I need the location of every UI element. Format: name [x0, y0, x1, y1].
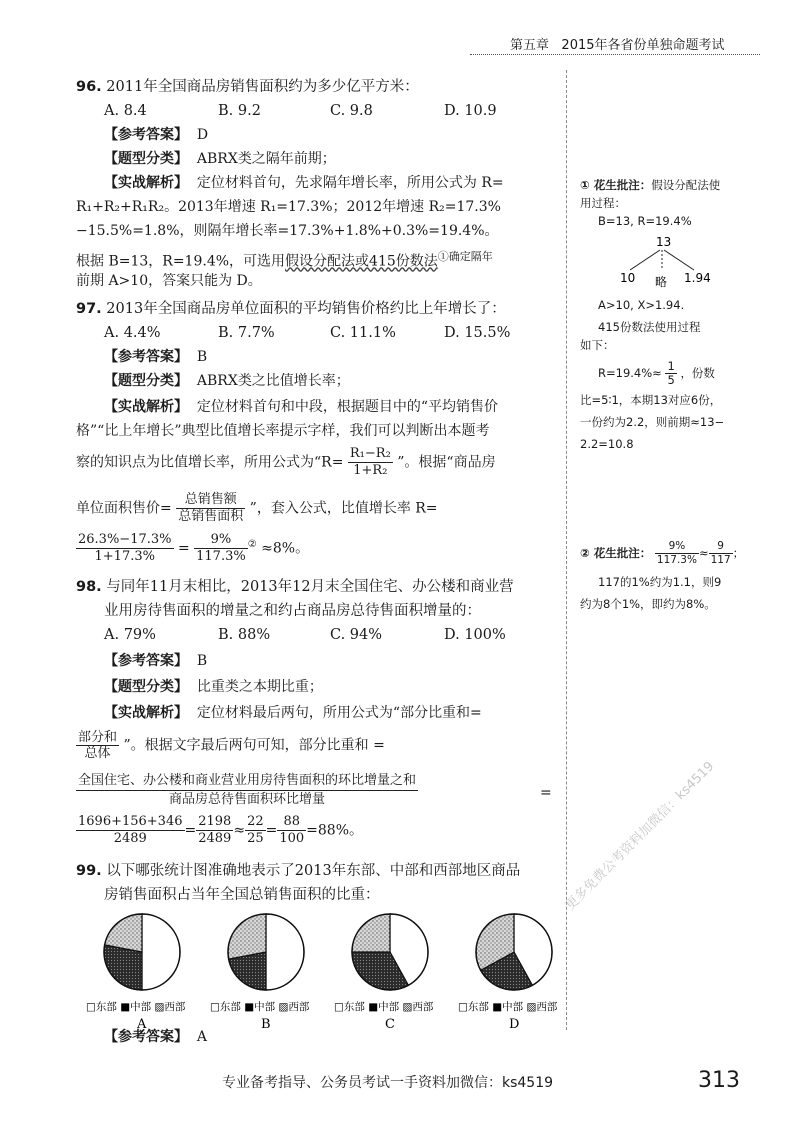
question-97 [76, 298, 506, 320]
analysis-98-equals: = [540, 785, 552, 801]
option-d: D. 100% [444, 627, 506, 643]
pie-slice-a-东部 [142, 914, 180, 990]
analysis-tag: 【实战解析】 [104, 399, 188, 415]
sidenote-title: ① 花生批注： [580, 178, 652, 192]
tree-branch-left [630, 250, 660, 270]
question-98 [76, 576, 514, 598]
fraction-denominator: 2489 [198, 831, 232, 846]
analysis-98-l3 [76, 772, 418, 809]
option-c: C. 11.1% [330, 325, 396, 341]
option-d: D. 15.5% [444, 325, 511, 341]
share-fraction [76, 730, 119, 761]
analysis-text: ≈8%。 [261, 540, 310, 557]
ratio-formula-fraction [348, 446, 393, 479]
footer-text: 专业备考指导、公务员考试一手资料加微信：ks4519 [222, 1075, 554, 1091]
question-number: 98. [76, 579, 102, 595]
question-number: 96. [76, 79, 102, 95]
sidenote-2 [580, 540, 780, 613]
answer-value: B [196, 653, 208, 669]
analysis-text: 定位材料首句和中段，根据题目中的“平均销售价 [196, 399, 499, 415]
analysis-97-l2: 格”“比上年增长”典型比值增长率提示字样，我们可以判断出本题考 [76, 423, 490, 439]
calc-fraction-1 [76, 814, 185, 847]
sidenote-ratio [598, 360, 780, 387]
analysis-text: 定位材料最后两句，所用公式为“部分比重和= [196, 705, 482, 721]
answer-tag: 【参考答案】 [104, 1029, 188, 1045]
pie-chart-a [86, 914, 186, 1032]
calc-fraction-2 [196, 814, 233, 847]
pie-slice-a-中部 [104, 945, 142, 990]
type-97 [104, 370, 350, 392]
sidenote-text: 如下： [580, 338, 615, 352]
fraction-numerator: 2198 [198, 814, 232, 829]
answer-value: A [196, 1029, 208, 1045]
pie-label: A [137, 1017, 147, 1032]
watermark: 更多免费公考资料加微信：ks4519 [562, 759, 718, 914]
sidenote-text: B=13, R=19.4% [598, 214, 692, 228]
analysis-text: 单位面积售价= [76, 500, 172, 517]
question-stem-line1: 与同年11月末相比，2013年12月末全国住宅、办公楼和商业营 [106, 579, 514, 595]
header-rule [470, 54, 760, 55]
analysis-96-l3: −15.5%=1.8%，则隔年增长率=17.3%+1.8%+0.3%=19.4%。 [76, 223, 499, 239]
pie-slice-b-东部 [266, 914, 304, 990]
analysis-text: =88%。 [306, 822, 364, 839]
sidenote-text: ； [732, 546, 745, 560]
chapter-label: 第五章 [510, 38, 550, 53]
answer-tag: 【参考答案】 [104, 653, 188, 669]
fraction-denominator: 1+17.3% [94, 549, 155, 564]
fraction-numerator: 1 [667, 359, 675, 373]
type-tag: 【题型分类】 [104, 151, 188, 167]
margin-divider [566, 70, 567, 1030]
equals-sign: = [265, 822, 278, 839]
sidenote-1 [580, 176, 780, 230]
sidenote-text: 117的1%约为1.1，则9 [598, 575, 722, 589]
question-99 [76, 860, 520, 882]
growth-fraction [76, 532, 174, 565]
approx-sign: ≈ [698, 546, 709, 560]
question-96 [76, 76, 419, 98]
sidenote-text: ，份数 [680, 366, 715, 380]
type-value: 比重类之本期比重； [196, 679, 323, 695]
sidenote-text: R=19.4%≈ [598, 366, 662, 380]
type-value: ABRX类之隔年前期； [196, 151, 336, 167]
fraction-numerator: 9% [194, 532, 248, 549]
analysis-96-l1 [104, 172, 504, 194]
option-c: C. 94% [330, 627, 383, 643]
tree-left: 10 [620, 271, 636, 285]
equals-sign: = [184, 822, 197, 839]
approx-sign: ≈ [233, 822, 246, 839]
sidenote-title: ② 花生批注： [580, 546, 652, 560]
note-fraction-1 [655, 540, 699, 567]
distribution-tree-diagram [610, 234, 720, 294]
footnote-ref: ② [247, 538, 257, 550]
fraction-numerator: 总销售额 [176, 492, 245, 509]
type-tag: 【题型分类】 [104, 679, 188, 695]
fraction-denominator: 5 [667, 373, 675, 387]
type-98 [104, 676, 323, 698]
price-fraction [176, 492, 245, 525]
question-99-line2: 房销售面积占当年全国总销售面积的比重： [104, 887, 380, 903]
fraction-denominator: 117 [710, 554, 731, 566]
analysis-98-l2 [76, 730, 385, 761]
question-98-line2: 业用房待售面积的增量之和约占商品房总待售面积增量的： [104, 603, 481, 619]
analysis-text: ”。根据“商品房 [397, 454, 496, 471]
answer-97 [104, 346, 207, 368]
option-b: B. 7.7% [218, 325, 275, 341]
answer-tag: 【参考答案】 [104, 349, 188, 365]
pie-slice-b-西部 [228, 914, 266, 959]
fraction-denominator: 25 [247, 831, 264, 846]
equals-sign: = [177, 540, 190, 557]
option-a: A. 8.4 [104, 103, 147, 119]
option-b: B. 88% [218, 627, 271, 643]
analysis-96-l4 [76, 246, 493, 273]
fraction-denominator: 117.3% [656, 554, 697, 566]
fraction-numerator: 22 [247, 814, 264, 829]
result-fraction [194, 532, 248, 565]
type-tag: 【题型分类】 [104, 373, 188, 389]
sidenote-text: 用过程： [580, 196, 626, 210]
analysis-97-l1 [104, 396, 498, 418]
sidenote-text: A>10, X>1.94. [598, 298, 685, 312]
option-a: A. 4.4% [104, 325, 161, 341]
question-stem: 2011年全国商品房销售面积约为多少亿平方米： [106, 79, 419, 95]
sidenote-text: 假设分配法使 [651, 178, 721, 192]
analysis-96-l5: 前期 A>10，答案只能为 D。 [76, 273, 262, 289]
analysis-tag: 【实战解析】 [104, 705, 188, 721]
pie-legend: □东部 ■中部 ▨西部 [334, 1001, 434, 1013]
fraction-numerator: R₁−R₂ [349, 446, 391, 461]
question-number: 99. [76, 863, 102, 879]
tree-branch-right [664, 250, 694, 270]
question-stem: 2013年全国商品房单位面积的平均销售价格约比上年增长了： [106, 301, 506, 317]
analysis-96-l2: R₁+R₂+R₁R₂。2013年增速 R₁=17.3%；2012年增速 R₂=17.3% [76, 199, 501, 215]
pie-chart-b [210, 914, 310, 1032]
analysis-97-l3 [76, 446, 496, 479]
analysis-98-l1 [104, 702, 482, 724]
tree-root: 13 [656, 235, 672, 249]
pie-chart-d [458, 914, 558, 1032]
pie-legend: □东部 ■中部 ▨西部 [86, 1001, 186, 1013]
analysis-text: 定位材料首句，先求隔年增长率，所用公式为 R= [196, 175, 504, 191]
calc-fraction-3 [245, 814, 266, 847]
pie-legend: □东部 ■中部 ▨西部 [458, 1001, 558, 1013]
question-stem-line1: 以下哪张统计图准确地表示了2013年东部、中部和西部地区商品 [106, 863, 521, 879]
fraction-denominator: 2489 [113, 831, 147, 846]
analysis-text: 根据 B=13，R=19.4%，可选用 [76, 253, 286, 270]
answer-tag: 【参考答案】 [104, 127, 188, 143]
pie-chart-c [334, 914, 434, 1032]
page-number: 313 [698, 1068, 740, 1093]
note-fraction-2 [709, 540, 733, 567]
fraction-denominator: 1+R₂ [353, 463, 388, 478]
analysis-text: 察的知识点为比值增长率，所用公式为“R= [76, 454, 344, 471]
fraction-numerator: 26.3%−17.3% [78, 532, 172, 547]
sidenote-text: 415份数法使用过程 [598, 320, 701, 334]
sidenote-text: 2.2=10.8 [580, 437, 634, 451]
fraction-numerator: 部分和 [78, 730, 118, 745]
pie-label: C [385, 1017, 395, 1032]
fraction-denominator: 117.3% [196, 549, 246, 564]
answer-99 [104, 1026, 207, 1048]
analysis-text: ”，套入公式，比值增长率 R= [249, 500, 438, 517]
fraction-denominator: 总体 [84, 746, 111, 761]
sidenote-1-cont [580, 296, 780, 453]
pie-label: B [261, 1017, 271, 1032]
tree-mid: 略 [655, 275, 668, 289]
analysis-tag: 【实战解析】 [104, 175, 188, 191]
option-c: C. 9.8 [330, 103, 373, 119]
type-value: ABRX类之比值增长率； [196, 373, 350, 389]
option-b: B. 9.2 [218, 103, 261, 119]
option-d: D. 10.9 [444, 103, 497, 119]
analysis-97-l5 [76, 532, 309, 565]
answer-96 [104, 124, 208, 146]
long-fraction [76, 772, 418, 809]
fraction-denominator: 100 [279, 831, 305, 846]
sidenote-text: 约为8个1%，即约为8%。 [580, 597, 716, 611]
answer-value: B [196, 349, 208, 365]
analysis-98-l4 [76, 814, 363, 847]
sidenote-text: 一份约为2.2，则前期≈13− [580, 415, 725, 429]
analysis-text: ”。根据文字最后两句可知，部分比重和 = [123, 737, 385, 754]
one-fifth-fraction [665, 360, 676, 387]
question-number: 97. [76, 301, 102, 317]
pie-label: D [509, 1017, 520, 1032]
type-96 [104, 148, 336, 170]
fraction-denominator: 总销售面积 [178, 509, 244, 524]
calc-fraction-4 [277, 814, 306, 847]
chapter-title: 2015年各省份单独命题考试 [561, 38, 725, 53]
fraction-numerator: 88 [277, 814, 306, 831]
tree-right: 1.94 [684, 271, 711, 285]
answer-98 [104, 650, 207, 672]
fraction-denominator: 商品房总待售面积环比增量 [169, 792, 326, 807]
fraction-numerator: 全国住宅、办公楼和商业营业用房待售面积的环比增量之和 [76, 772, 418, 791]
chapter-header [510, 34, 725, 53]
pie-legend: □东部 ■中部 ▨西部 [210, 1001, 310, 1013]
option-a: A. 79% [104, 627, 156, 643]
answer-value: D [196, 127, 209, 143]
fraction-numerator: 9 [709, 540, 733, 554]
sidenote-text: 比=5∶1，本期13对应6份， [580, 393, 722, 407]
fraction-numerator: 9% [655, 540, 699, 554]
fraction-numerator: 1696+156+346 [78, 814, 183, 829]
footnote-ref: ①确定隔年 [437, 250, 493, 263]
analysis-97-l4 [76, 492, 438, 525]
method-highlight: 假设分配法或415份数法 [285, 253, 438, 270]
